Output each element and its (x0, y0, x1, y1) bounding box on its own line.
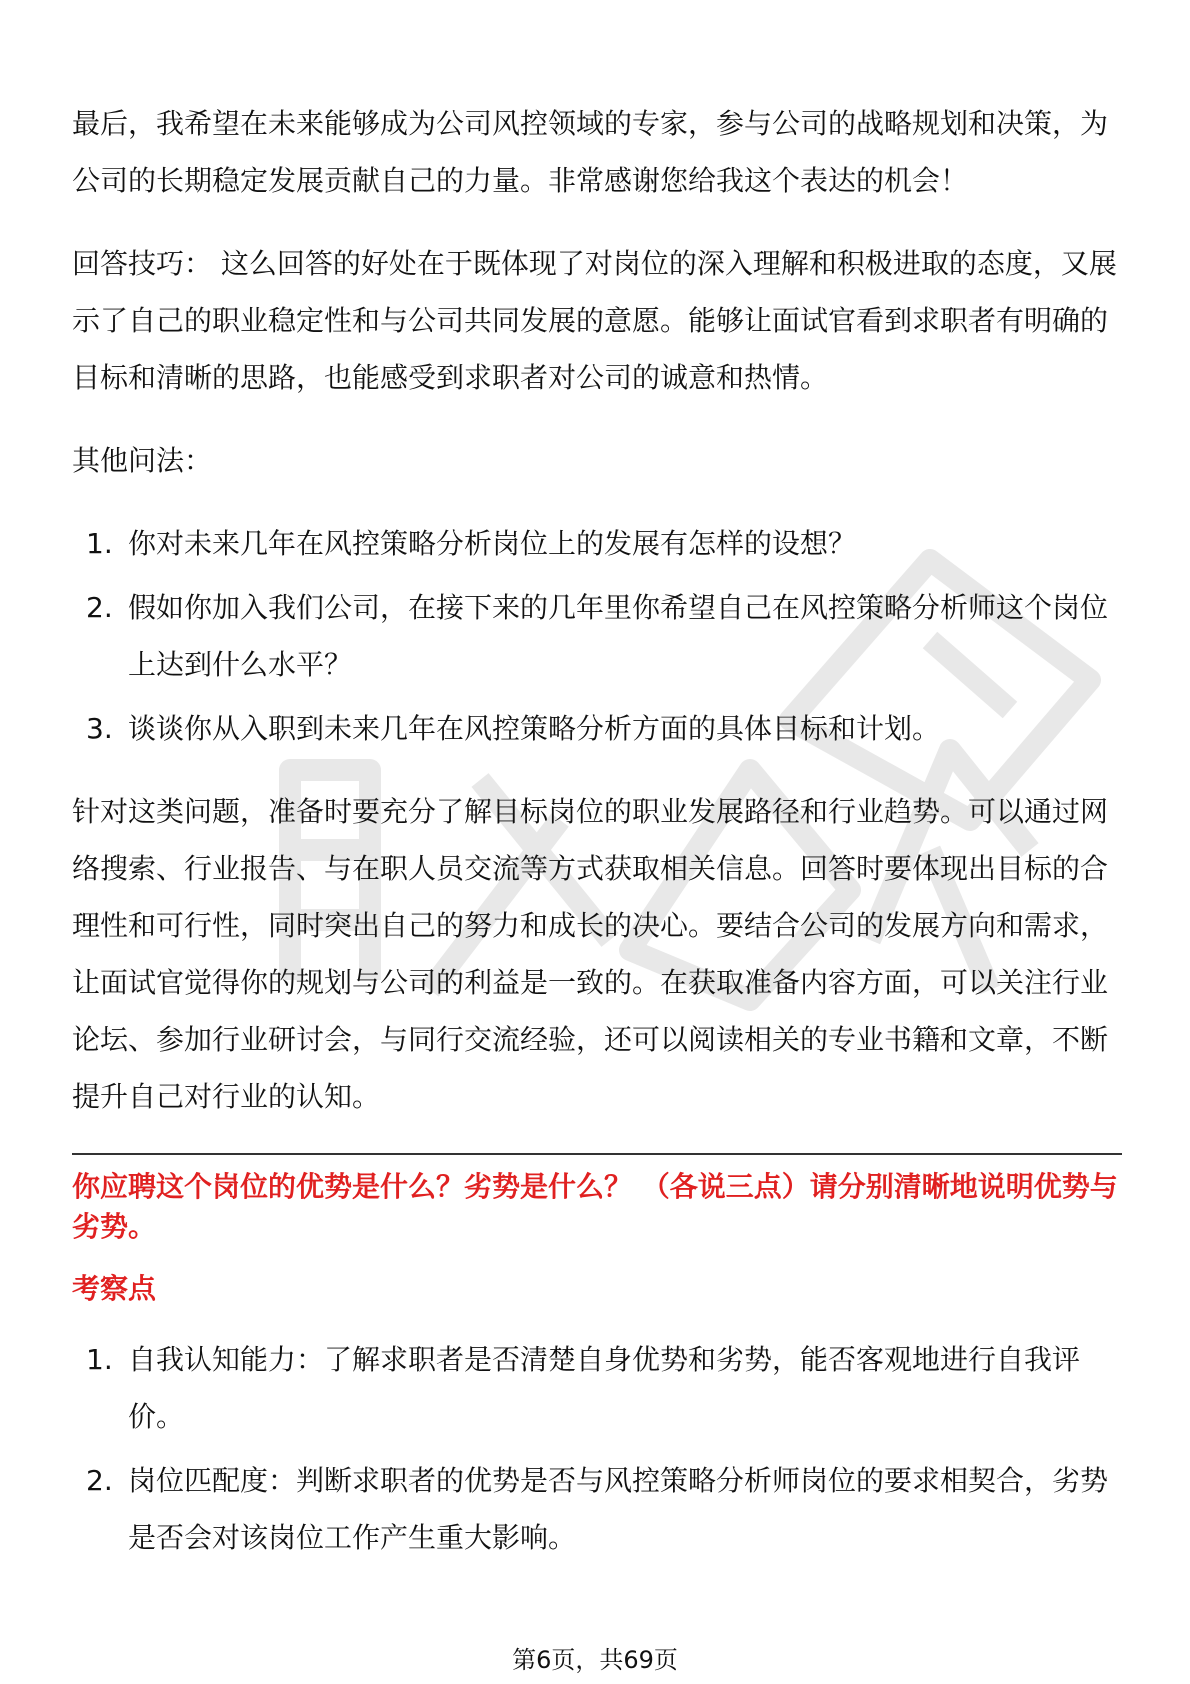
list-item-number: 2. (86, 591, 113, 624)
interview-question-heading: 你应聘这个岗位的优势是什么？劣势是什么？ （各说三点）请分别清晰地说明优势与劣势。 (72, 1170, 1118, 1243)
list-item (72, 1331, 1122, 1445)
list-item-number: 1. (86, 1343, 113, 1376)
closing-paragraph: 最后，我希望在未来能够成为公司风控领域的专家，参与公司的战略规划和决策，为公司的长期稳定发展贡献自己的力量。非常感谢您给我这个表达的机会！ (72, 107, 1109, 197)
preparation-paragraph: 针对这类问题，准备时要充分了解目标岗位的职业发展路径和行业趋势。可以通过网络搜索、行业报告、与在职人员交流等方式获取相关信息。回答时要体现出目标的合理性和可行性，同时突出自己的努力和成长的决心。要结合公司的发展方向和需求，让面试官觉得你的规划与公司的利益是一致的。在获取准备内容方面，可以关注行业论坛、参加行业研讨会，与同行交流经验，还可以阅读相关的专业书籍和文章，不断提升自己对行业的认知。 (72, 795, 1109, 1113)
list-item-text: 假如你加入我们公司，在接下来的几年里你希望自己在风控策略分析师这个岗位上达到什么水平？ (128, 591, 1109, 681)
list-item-number: 2. (86, 1464, 113, 1497)
list-item (72, 579, 1122, 693)
list-item-text: 自我认知能力：了解求职者是否清楚自身优势和劣势，能否客观地进行自我评价。 (128, 1343, 1081, 1433)
list-item-text: 你对未来几年在风控策略分析岗位上的发展有怎样的设想？ (128, 527, 857, 560)
other-questions-list (72, 515, 1122, 757)
other-questions-label: 其他问法： (72, 444, 213, 477)
list-item-text: 谈谈你从入职到未来几年在风控策略分析方面的具体目标和计划。 (128, 712, 941, 745)
assessment-label: 考察点 (72, 1272, 157, 1305)
assessment-points-list (72, 1331, 1122, 1566)
page-number-footer: 第6页，共69页 (512, 1646, 678, 1674)
list-item-number: 1. (86, 527, 113, 560)
list-item-text: 岗位匹配度：判断求职者的优势是否与风控策略分析师岗位的要求相契合，劣势是否会对该岗位工作产生重大影响。 (128, 1464, 1109, 1554)
list-item-number: 3. (86, 712, 113, 745)
list-item (72, 1452, 1122, 1566)
answer-tips-paragraph: 回答技巧： 这么回答的好处在于既体现了对岗位的深入理解和积极进取的态度，又展示了自己的职业稳定性和与公司共同发展的意愿。能够让面试官看到求职者有明确的目标和清晰的思路，也能感受到求职者对公司的诚意和热情。 (72, 247, 1117, 394)
list-item (72, 515, 1122, 572)
section-divider (72, 1153, 1122, 1155)
document-page (72, 95, 1122, 1592)
list-item (72, 700, 1122, 757)
